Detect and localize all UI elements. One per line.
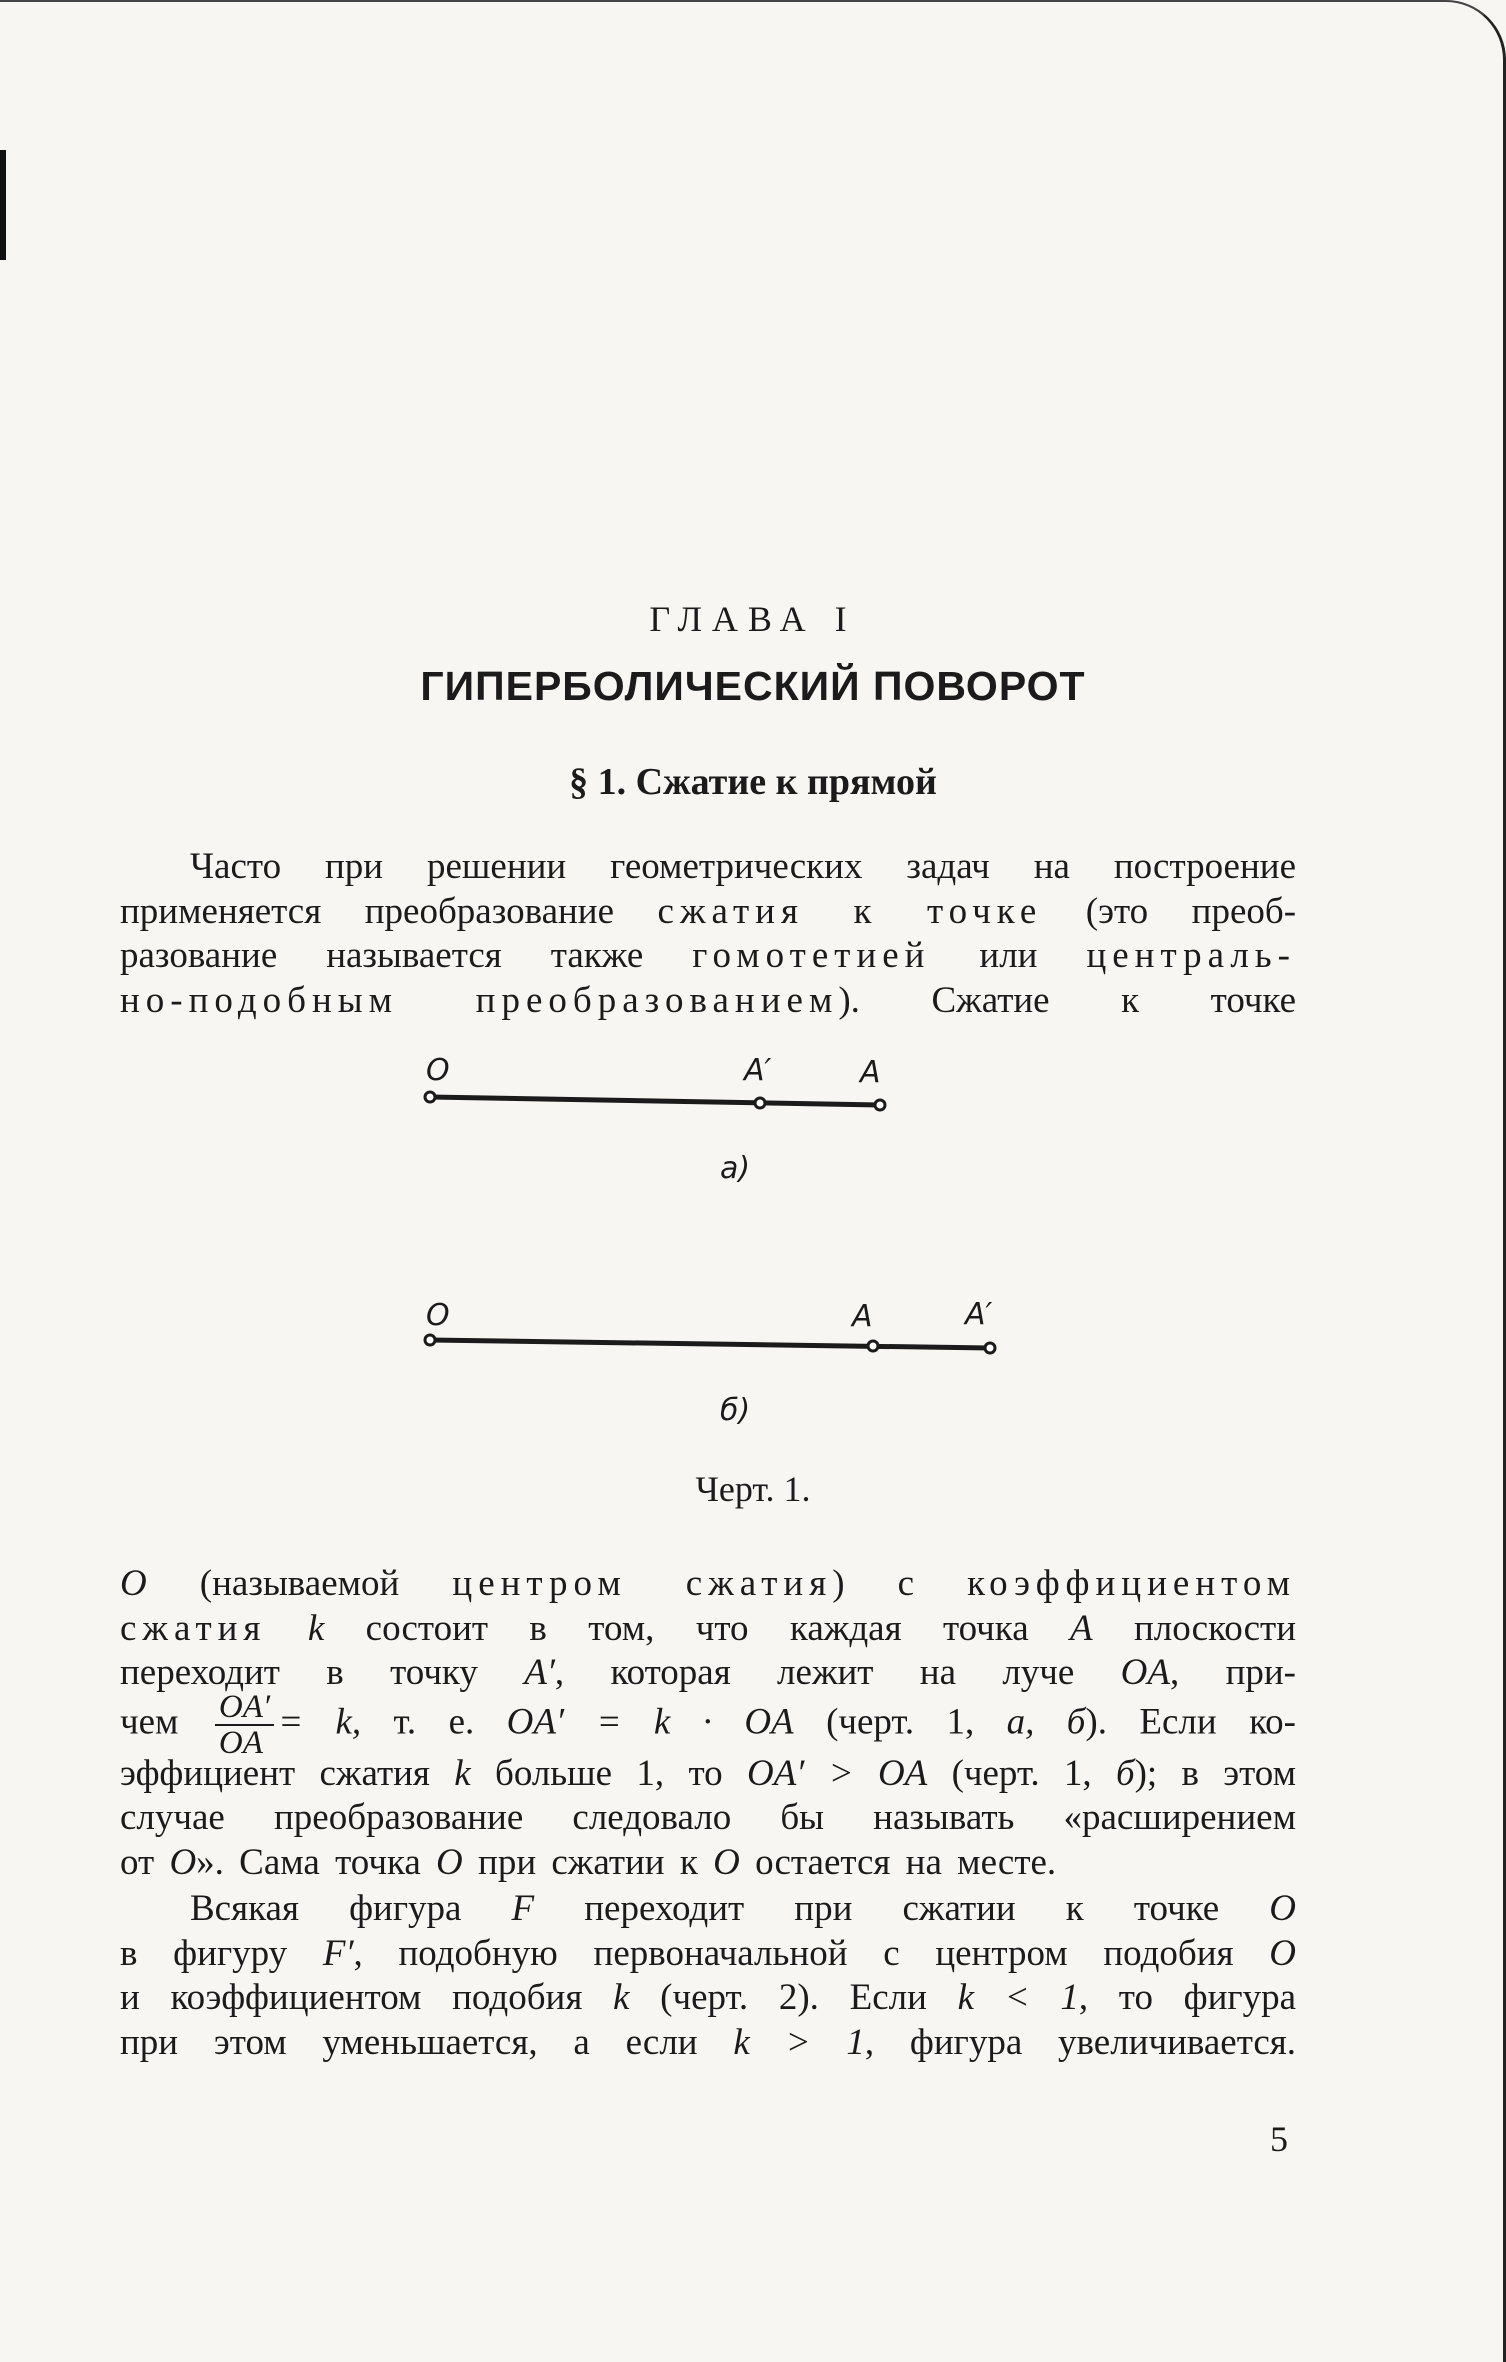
- chapter-label: ГЛАВА I: [649, 599, 857, 639]
- text-run: , которая лежит на луче: [554, 1652, 1075, 1693]
- label-a-prime-a: A′: [744, 1053, 772, 1088]
- text-run: (черт. 1,: [826, 1700, 975, 1742]
- math-f-prime: F′: [322, 1932, 354, 1974]
- text-run: ). Если ко-: [1085, 1700, 1296, 1742]
- text-line: [120, 934, 1296, 979]
- text-run: или: [979, 935, 1038, 976]
- text-run: (называемой: [199, 1563, 400, 1604]
- text-run: (черт. 2). Если: [660, 1977, 927, 2018]
- point-a-a: [875, 1100, 885, 1110]
- fraction-numerator: OA′: [215, 1690, 274, 1726]
- text-line: [120, 979, 1296, 1024]
- figure-1: [0, 1040, 1506, 1530]
- term-central: централь-: [1086, 935, 1297, 976]
- body-paragraph-1: [120, 1562, 1296, 1885]
- math-k: k: [613, 1977, 630, 2018]
- text-run: чем: [120, 1700, 179, 1742]
- term-central-similarity: но-подобным преобразованием: [120, 979, 839, 1021]
- figure-1-diagram: [0, 1040, 1506, 1460]
- text-run: от: [120, 1841, 155, 1883]
- text-run: переходит при сжатии к точке: [584, 1888, 1220, 1929]
- text-run: эффициент сжатия: [120, 1752, 430, 1794]
- segment-b: [430, 1340, 990, 1348]
- text-line: [120, 1690, 1296, 1760]
- text-run: т. е.: [393, 1700, 475, 1742]
- text-line: [120, 1607, 1296, 1652]
- text-run: Часто при решении геометрических задач на построение: [190, 846, 1296, 887]
- math-a-prime: A′: [524, 1652, 555, 1693]
- point-o-a: [425, 1092, 435, 1102]
- text-line: [120, 1887, 1296, 1932]
- text-line: [120, 2021, 1296, 2066]
- text-line: [120, 1651, 1296, 1696]
- text-run: плоскости: [1134, 1607, 1297, 1649]
- figure-ref: а, б: [1006, 1700, 1086, 1742]
- math-equals-k: = k,: [278, 1700, 362, 1742]
- point-o-b: [425, 1335, 435, 1345]
- text-run: случае преобразование следовало бы называть «расширением: [120, 1797, 1296, 1838]
- label-a-b: A: [852, 1299, 873, 1334]
- math-o: O: [1269, 1888, 1297, 1929]
- fraction-oa-prime-over-oa: [215, 1690, 274, 1760]
- figure-caption: Черт. 1.: [695, 1469, 811, 1509]
- text-line: [120, 1932, 1296, 1977]
- math-f: F: [511, 1888, 535, 1929]
- point-a-prime-b: [985, 1343, 995, 1353]
- figure-ref: б: [1115, 1752, 1135, 1794]
- math-o: O: [436, 1841, 463, 1883]
- text-run: переходит в точку: [120, 1652, 478, 1693]
- math-o: O: [169, 1841, 197, 1883]
- text-run: ) с: [832, 1563, 915, 1604]
- text-run: применяется преобразование: [120, 890, 615, 932]
- text-run: остается на месте.: [755, 1841, 1057, 1883]
- term-compression-to-point: сжатия к точке: [657, 890, 1043, 932]
- text-run: и коэффициентом подобия: [120, 1977, 583, 2018]
- page-spine-mark: [0, 150, 6, 260]
- text-run: Всякая фигура: [190, 1888, 462, 1929]
- fraction-denominator: OA: [218, 1724, 263, 1761]
- math-inequality: OA′ > OA: [746, 1752, 928, 1794]
- text-run: , подобную первоначальной с центром подобия: [353, 1932, 1234, 1974]
- text-run: (черт. 1,: [951, 1752, 1092, 1794]
- intro-paragraph: [120, 845, 1296, 1023]
- text-run: при сжатии к: [478, 1841, 698, 1883]
- text-run: (это преоб-: [1085, 890, 1297, 932]
- math-k: k: [454, 1752, 471, 1794]
- label-o-a: O: [426, 1053, 450, 1088]
- text-run: ). Сжатие к точке: [838, 979, 1296, 1021]
- math-o: O: [713, 1841, 740, 1883]
- math-k: k: [307, 1607, 325, 1649]
- text-run: , то фигура: [1078, 1977, 1297, 2018]
- term-homothety: гомотетией: [692, 935, 931, 976]
- page-number: 5: [1270, 2119, 1288, 2159]
- math-a: A: [1070, 1607, 1093, 1649]
- text-line: [120, 1841, 1296, 1886]
- text-run: состоит в том, что каждая точка: [365, 1607, 1029, 1649]
- label-subfigure-a: а): [720, 1151, 751, 1186]
- label-o-b: O: [426, 1298, 450, 1333]
- segment-a: [430, 1097, 880, 1105]
- text-run: ); в этом: [1134, 1752, 1297, 1794]
- math-inequality: k < 1: [957, 1977, 1079, 2018]
- text-run: при этом уменьшается, а если: [120, 2021, 698, 2063]
- text-run: , фигура увеличивается.: [864, 2021, 1297, 2063]
- label-subfigure-b: б): [720, 1393, 751, 1428]
- math-o: O: [1269, 1932, 1297, 1974]
- text-run: разование называется также: [120, 935, 644, 976]
- term-compression: сжатия: [120, 1607, 267, 1649]
- text-run: ». Сама точка: [196, 1841, 421, 1883]
- body-paragraph-2: [120, 1887, 1296, 2065]
- chapter-title: ГИПЕРБОЛИЧЕСКИЙ ПОВОРОТ: [420, 663, 1086, 709]
- label-a-a: A: [860, 1055, 881, 1090]
- text-run: , при-: [1170, 1652, 1296, 1693]
- text-line: [120, 1976, 1296, 2021]
- math-inequality: k > 1: [733, 2021, 865, 2063]
- point-a-b: [868, 1341, 878, 1351]
- text-line: [120, 1796, 1296, 1841]
- term-coefficient: коэффициентом: [967, 1563, 1297, 1604]
- text-line: [120, 1562, 1296, 1607]
- math-oa: OA: [1120, 1652, 1170, 1693]
- term-center: центром сжатия: [452, 1563, 833, 1604]
- math-o: O: [120, 1563, 147, 1604]
- label-a-prime-b: A′: [965, 1297, 993, 1332]
- math-formula: OA′ = k · OA: [506, 1700, 794, 1742]
- point-a-prime-a: [755, 1098, 765, 1108]
- text-line: [120, 890, 1296, 935]
- section-title: § 1. Сжатие к прямой: [569, 761, 937, 803]
- text-line: [120, 845, 1296, 890]
- text-run: больше 1, то: [495, 1752, 723, 1794]
- text-run: в фигуру: [120, 1932, 288, 1974]
- text-line: [120, 1752, 1296, 1797]
